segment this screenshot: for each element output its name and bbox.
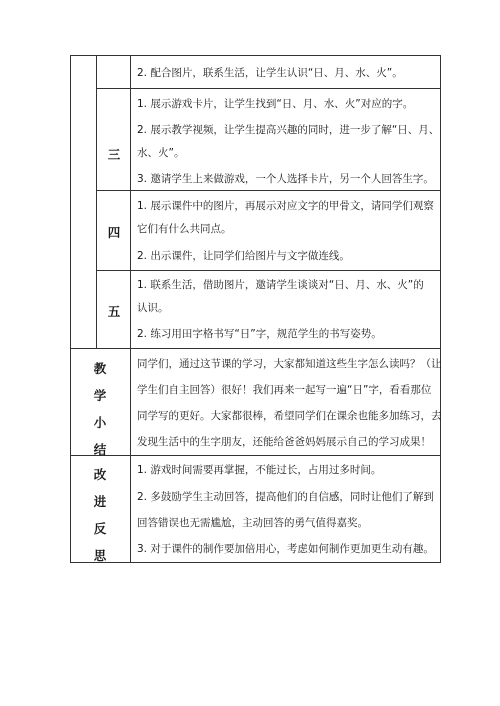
reflection-label-char: 改 — [93, 467, 107, 482]
reflection-line: 2. 多鼓励学生主动回答，提高他们的自信感，同时让他们了解到 — [137, 491, 434, 503]
table-border-bottom — [70, 562, 441, 563]
summary-label — [87, 355, 113, 463]
step-item: 认识。 — [137, 302, 169, 314]
step-item: 2. 配合图片，联系生活，让学生认识“日、月、水、火”。 — [137, 67, 403, 79]
summary-label-char: 教 — [93, 361, 107, 376]
row-divider — [96, 190, 441, 191]
step-item: 3. 邀请学生上来做游戏，一个人选择卡片，另一个人回答生字。 — [137, 173, 434, 185]
reflection-line: 3. 对于课件的制作要加倍用心，考虑如何制作更加更生动有趣。 — [137, 543, 434, 555]
table-border-left — [70, 55, 71, 563]
summary-line: 同学们，通过这节课的学习，大家都知道这些生字怎么读吗？（让 — [137, 358, 442, 370]
table-border-top — [70, 55, 441, 56]
step-item: 1. 展示游戏卡片，让学生找到“日、月、水、火”对应的字。 — [137, 98, 414, 110]
summary-line: 发现生活中的生字朋友，还能给爸爸妈妈展示自己的学习成果！ — [137, 436, 431, 448]
step-item: 1. 展示课件中的图片，再展示对应文字的甲骨文，请同学们观察 — [137, 200, 434, 212]
reflection-line: 回答错误也无需尴尬，主动回答的勇气值得嘉奖。 — [137, 517, 368, 529]
row-divider — [70, 348, 441, 349]
section-label-si: 四 — [107, 225, 121, 240]
step-item: 2. 展示教学视频，让学生提高兴趣的同时，进一步了解“日、月、 — [137, 124, 440, 136]
step-item: 它们有什么共同点。 — [137, 223, 232, 235]
reflection-label-char: 进 — [93, 494, 107, 509]
reflection-label — [87, 461, 113, 569]
reflection-line: 1. 游戏时间需要再掌握，不能过长，占用过多时间。 — [137, 464, 382, 476]
summary-line: 同学写的更好。大家都很棒，希望同学们在课余也能多加练习，去 — [137, 410, 442, 422]
summary-label-char: 小 — [93, 415, 107, 430]
step-item: 水、火”。 — [137, 147, 185, 159]
reflection-label-char: 反 — [93, 521, 107, 536]
summary-label-char: 结 — [93, 442, 107, 457]
row-divider — [96, 270, 441, 271]
row-divider — [96, 88, 441, 89]
step-item: 2. 练习用田字格书写“日”字，规范学生的书写姿势。 — [137, 328, 382, 340]
table-border-right — [440, 55, 441, 563]
summary-line: 学生们自主回答）很好！我们再来一起写一遍“日”字，看看那位 — [137, 384, 432, 396]
step-item: 2. 出示课件，让同学们给图片与文字做连线。 — [137, 250, 350, 262]
summary-label-char: 学 — [93, 388, 107, 403]
reflection-label-char: 思 — [93, 548, 107, 563]
step-item: 1. 联系生活，借助图片，邀请学生谈谈对“日、月、水、火”的 — [137, 279, 424, 291]
section-label-san: 三 — [107, 147, 121, 162]
section-label-wu: 五 — [107, 304, 121, 319]
row-divider — [70, 455, 441, 456]
